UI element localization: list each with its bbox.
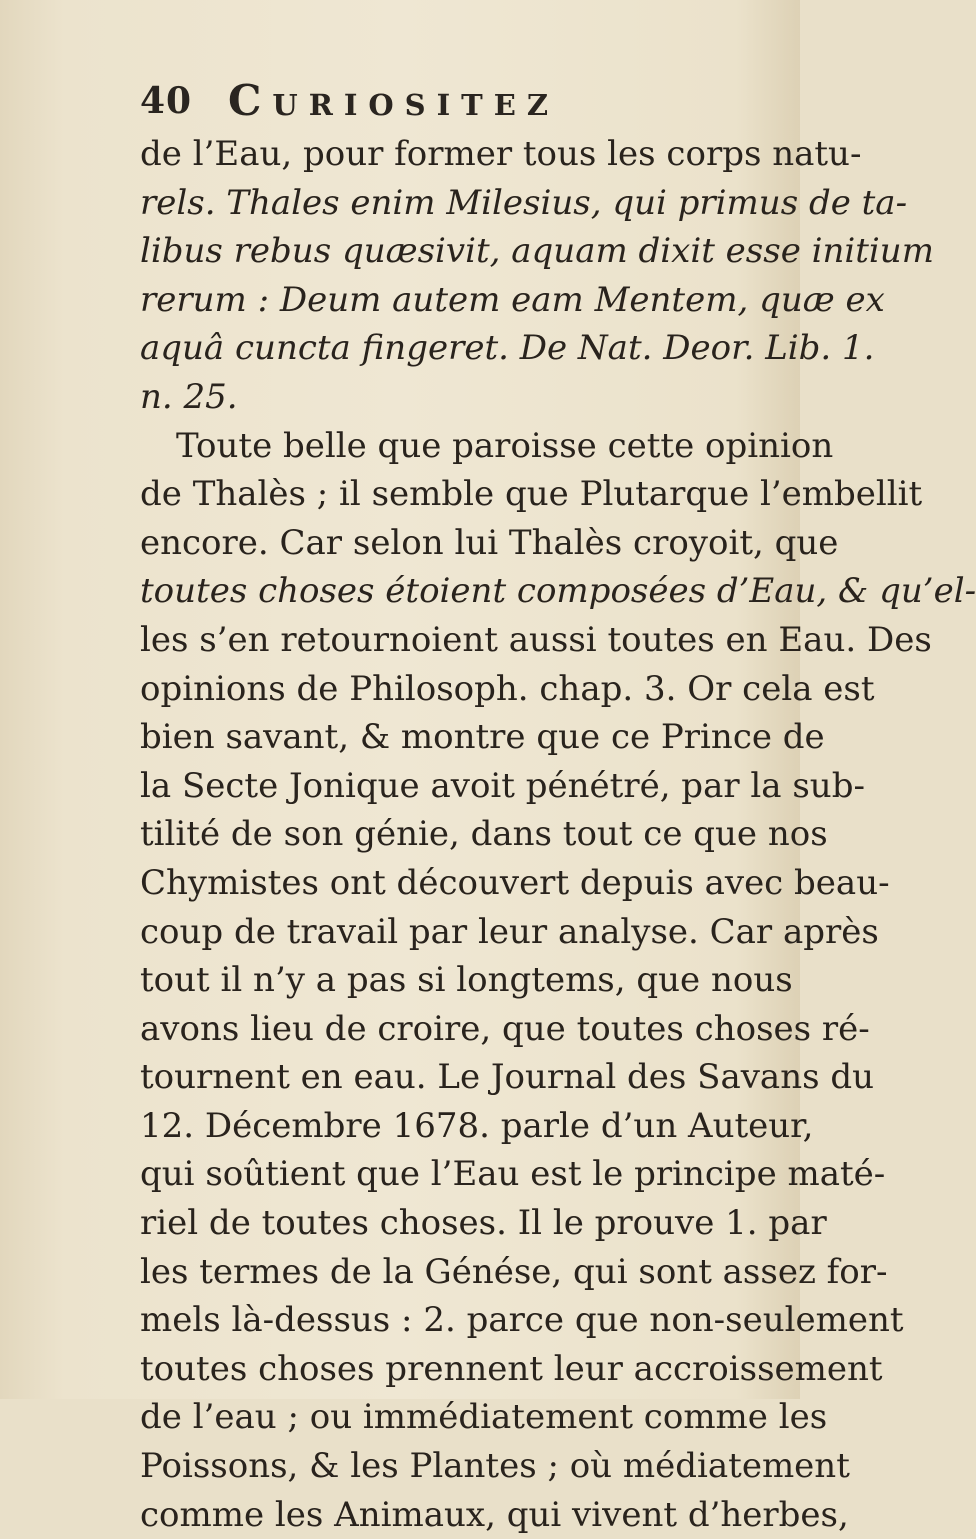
text-line: qui soûtient que l’Eau est le principe maté-	[140, 1154, 886, 1195]
paragraph-first-line: Toute belle que paroisse cette opinion	[176, 425, 834, 466]
text-line: de l’eau ; ou immédiatement comme les	[140, 1397, 828, 1438]
text-line: 12. Décembre 1678. parle d’un Auteur,	[140, 1105, 814, 1146]
text-line: avons lieu de croire, que toutes choses ré-	[140, 1008, 870, 1049]
text-line: rels. Thales enim Milesius, qui primus de ta-	[140, 182, 908, 223]
text-line: Poissons, & les Plantes ; où médiatement	[140, 1446, 850, 1487]
text-line: encore. Car selon lui Thalès croyoit, que	[140, 522, 839, 563]
text-line: toutes choses prennent leur accroissement	[140, 1348, 883, 1389]
text-line: les s’en retournoient aussi toutes en Eau. Des	[140, 619, 932, 660]
text-line: aquâ cuncta fingeret. De Nat. Deor. Lib. 1.	[140, 328, 875, 369]
text-line: rerum : Deum autem eam Mentem, quæ ex	[140, 279, 885, 320]
body-text	[140, 130, 976, 1539]
text-line: comme les Animaux, qui vivent d’herbes,	[140, 1494, 849, 1535]
text-line: tout il n’y a pas si longtems, que nous	[140, 960, 793, 1001]
page-header	[140, 76, 780, 136]
text-line: riel de toutes choses. Il le prouve 1. par	[140, 1203, 827, 1244]
text-line: mels là-dessus : 2. parce que non-seulement	[140, 1300, 904, 1341]
running-title: Curiositez	[228, 76, 560, 125]
text-line: tournent en eau. Le Journal des Savans du	[140, 1057, 875, 1098]
page-number: 40	[140, 80, 193, 122]
text-line: bien savant, & montre que ce Prince de	[140, 717, 825, 758]
text-line: les termes de la Génése, qui sont assez for-	[140, 1251, 888, 1292]
text-line: de Thalès ; il semble que Plutarque l’embellit	[140, 474, 923, 515]
text-line: opinions de Philosoph. chap. 3. Or cela est	[140, 668, 875, 709]
text-line: n. 25.	[140, 376, 238, 417]
text-line: la Secte Jonique avoit pénétré, par la sub-	[140, 765, 865, 806]
text-line: Chymistes ont découvert depuis avec beau-	[140, 862, 890, 903]
text-line: libus rebus quæsivit, aquam dixit esse initium	[140, 231, 934, 272]
text-line: de l’Eau, pour former tous les corps natu-	[140, 134, 862, 174]
text-line: toutes choses étoient composées d’Eau, & qu’el-	[140, 571, 976, 612]
text-line: tilité de son génie, dans tout ce que nos	[140, 814, 828, 855]
text-line: coup de travail par leur analyse. Car après	[140, 911, 879, 952]
